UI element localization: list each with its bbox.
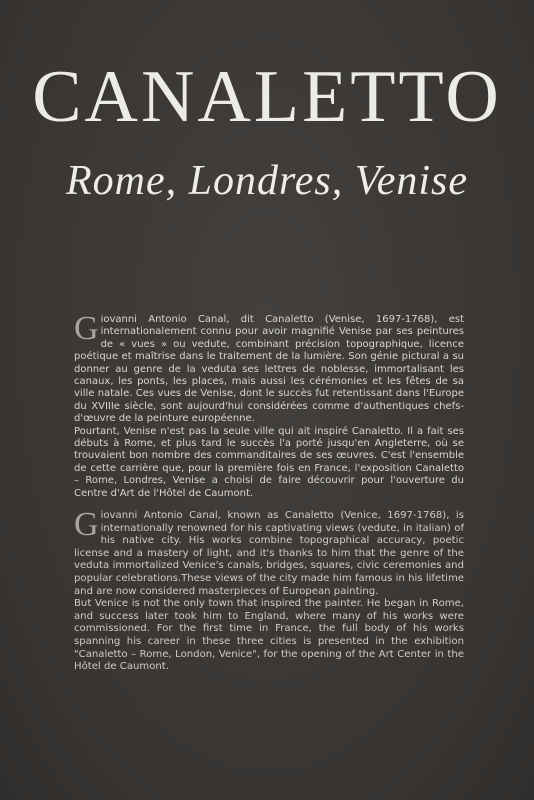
english-dropcap: G [74,506,99,543]
french-paragraph-1: iovanni Antonio Canal, dit Canaletto (Venise, 1697-1768), est internationalement connu pour avoir magnifié Venise par ses peintures de « vues » ou vedute, combinant précision topographique, licence poétique et maîtrise dans le traitement de la lumière. Son génie pictural a su donner au genre de la veduta ses lettres de noblesse, immortalisant les canaux, les ponts, les places, mais aussi les cérémonies et les fêtes de sa ville natale. Ces vues de Venise, dont le succès fut retentissant dans l'Europe du XVIIIe siècle, sont aujourd'hui considérées comme d'authentiques chefs-d'œuvre de la peinture européenne. [74,314,464,425]
exhibition-title: CANALETTO [32,56,502,138]
english-text-block [74,506,464,674]
english-paragraph-1: iovanni Antonio Canal, known as Canaletto (Venice, 1697-1768), is internationally renowned for his captivating views (vedute, in italian) of his native city. His works combine topographical accuracy, poetic license and a mastery of light, and it's thanks to him that the genre of the veduta immortalized Venice's canals, bridges, squares, civic ceremonies and popular celebrations.These views of the city made him famous in his lifetime and are now considered masterpieces of European painting. [74,510,464,597]
french-paragraph-2: Pourtant, Venise n'est pas la seule ville qui ait inspiré Canaletto. Il a fait ses débuts à Rome, et plus tard le succès l'a porté jusqu'en Angleterre, où se trouvaient bon nombre des commanditaires de ses œuvres. C'est l'ensemble de cette carrière que, pour la première fois en France, l'exposition Canaletto – Rome, Londres, Venise a choisi de faire découvrir pour l'ouverture du Centre d'Art de l'Hôtel de Caumont. [74,425,464,499]
french-text-block [74,310,464,500]
english-paragraph-2: But Venice is not the only town that inspired the painter. He began in Rome, and success later took him to England, where many of his works were commissioned. For the first time in France, the full body of his works spanning his career in these three cities is presented in the exhibition "Canaletto – Rome, London, Venice", for the opening of the Art Center in the Hôtel de Caumont. [74,598,464,673]
french-dropcap: G [74,310,99,347]
exhibition-subtitle: Rome, Londres, Venise [65,158,469,204]
